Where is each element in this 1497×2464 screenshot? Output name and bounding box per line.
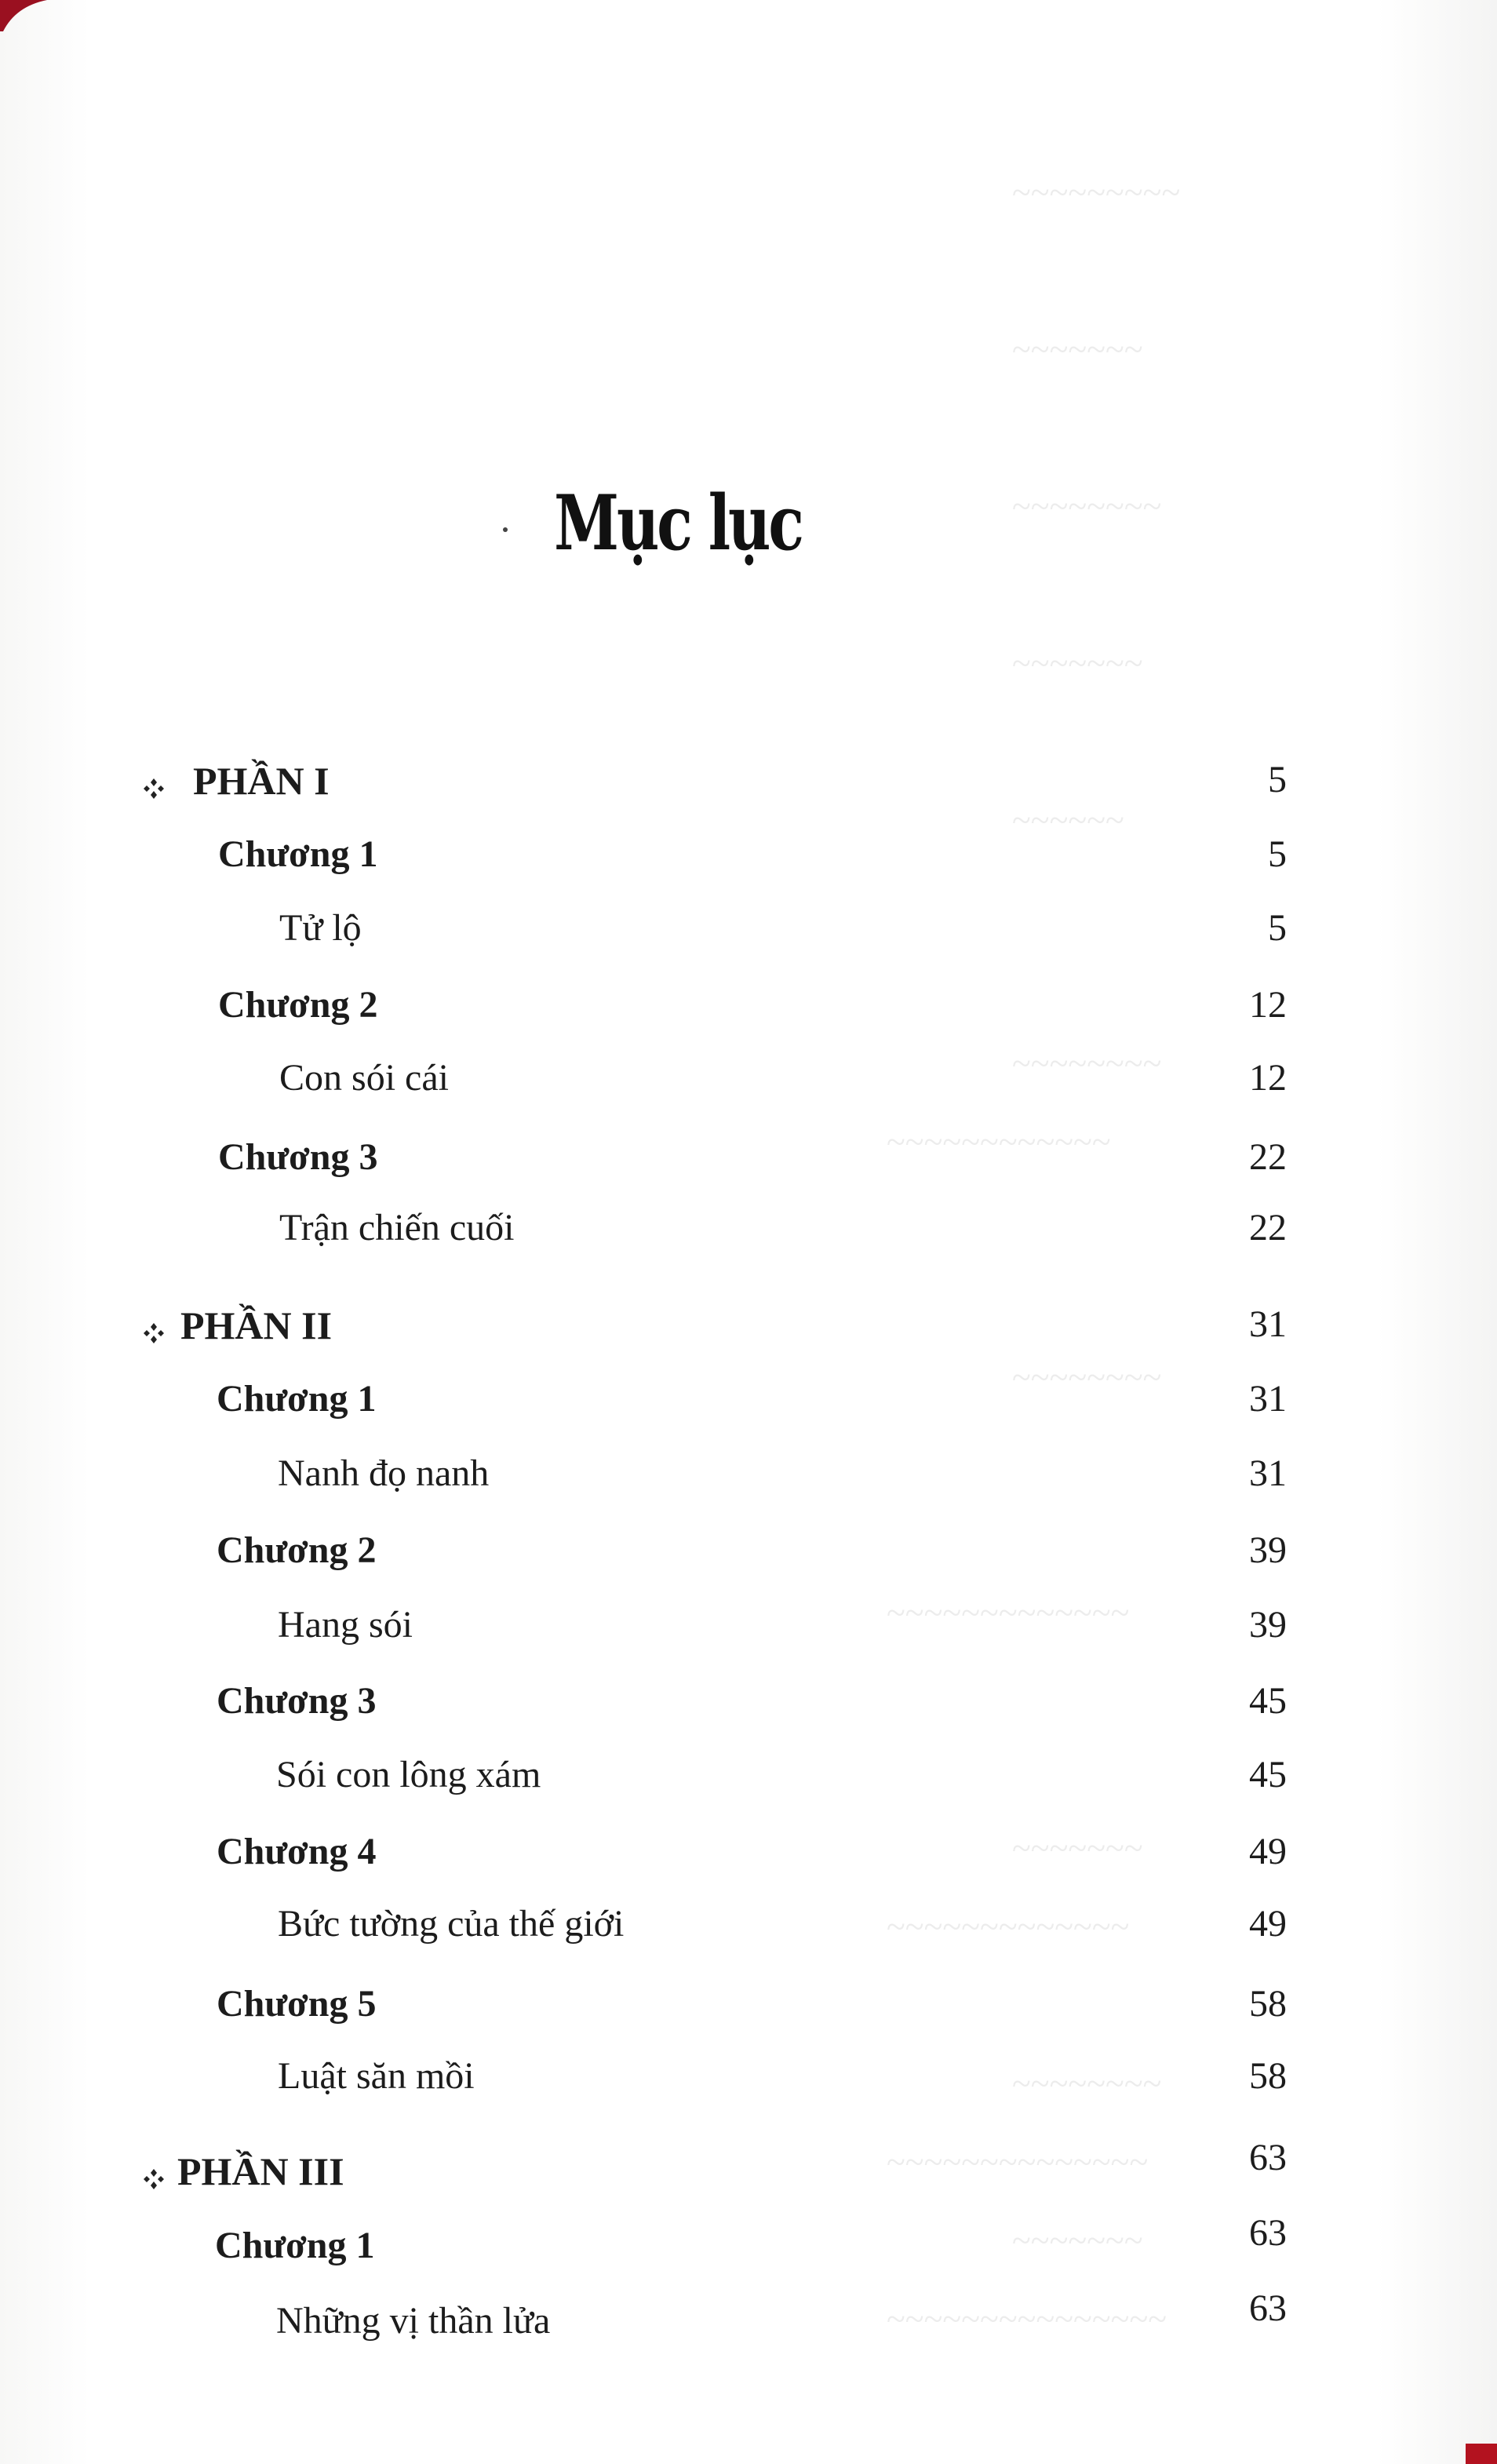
toc-chapter-title: Chương 1 [218,833,378,875]
toc-section-title: Sói con lông xám [276,1754,541,1795]
toc-page-number: 5 [1268,907,1287,949]
toc-page-number: 22 [1249,1207,1287,1248]
toc-section-row [0,1206,1497,1261]
toc-chapter-row [0,1135,1497,1190]
toc-part-row [0,758,1497,813]
toc-part-title: PHẦN I [193,759,330,803]
diamond-bullet-icon [142,1321,166,1345]
toc-section-row [0,1452,1497,1507]
toc-chapter-title: Chương 5 [217,1983,377,2025]
toc-page-number: 58 [1249,1983,1287,2025]
toc-chapter-row [0,1529,1497,1584]
toc-page-number: 63 [1249,2287,1287,2329]
page-title: Mục lục [554,479,802,567]
toc-page-number: 45 [1249,1680,1287,1722]
toc-chapter-title: Chương 2 [218,984,378,1026]
toc-section-row [0,1603,1497,1658]
toc-section-title: Trận chiến cuối [279,1207,515,1248]
toc-chapter-title: Chương 1 [215,2225,375,2266]
toc-section-title: Con sói cái [279,1057,449,1099]
toc-chapter-title: Chương 3 [217,1680,377,1722]
toc-chapter-row [0,983,1497,1038]
corner-decoration-icon [0,0,55,55]
toc-part-row [0,2137,1497,2203]
toc-page-number: 31 [1249,1453,1287,1494]
toc-chapter-row [0,1377,1497,1432]
toc-section-row [0,1056,1497,1111]
toc-page-number: 31 [1249,1378,1287,1420]
toc-page-number: 63 [1249,2137,1287,2178]
toc-chapter-row [0,1830,1497,1885]
toc-chapter-title: Chương 1 [217,1378,377,1420]
toc-chapter-title: Chương 2 [217,1529,377,1571]
toc-page-number: 39 [1249,1604,1287,1646]
toc-page-number: 39 [1249,1529,1287,1571]
diamond-bullet-icon [142,2167,166,2191]
toc-part-title: PHẦN III [177,2149,344,2193]
toc-chapter-title: Chương 4 [217,1831,377,1872]
toc-page-number: 45 [1249,1754,1287,1795]
toc-page-number: 31 [1249,1303,1287,1345]
toc-page-number: 5 [1268,759,1287,800]
book-page: ~~~~~~~~~ ~~~~~~~ ~~~~~~~~ ~~~~~~~ ~~~~~~ ~~~~~~~~ ~~~~~~~~~~~~ ~~~~~~~~ ~~~~~~~~~~~~~ ~~~~~~~ ~~~~~~~~~~~~~ ~~~~~~~~ ~~~~~~~~~~~~~~ ~~~~~~~ ~~~~~~~~~~~~~~~ Mục lục PHẦN I 5 Chương 1 5 Tử lộ 5 Chương 2 12 Con sói cái 12 Chương 3 22 Trận chiến cuối 22 PHẦN II 31 Chương 1 31 Nanh đọ nanh 31 Chương 2 39 Hang sói 39 Chương 3 45 Sói con lông xám 45 Chương 4 49 Bức tường của thế giới 49 Chương 5 58 Luật săn mồi 58 PHẦN III 63 Chương 1 63 Những vị thần lửa 63 [0,0,1497,2464]
toc-page-number: 49 [1249,1903,1287,1945]
toc-section-title: Luật săn mồi [278,2055,475,2097]
toc-chapter-row [0,1982,1497,2037]
toc-section-row [0,2054,1497,2109]
toc-section-row [0,906,1497,961]
toc-page-number: 49 [1249,1831,1287,1872]
toc-section-title: Tử lộ [279,907,362,949]
toc-section-row [0,1753,1497,1808]
toc-chapter-row [0,2212,1497,2279]
toc-page-number: 58 [1249,2055,1287,2097]
toc-section-title: Nanh đọ nanh [278,1453,490,1494]
toc-chapter-row [0,833,1497,888]
toc-section-title: Những vị thần lửa [276,2300,551,2342]
diamond-bullet-icon [142,777,166,800]
toc-section-row [0,2287,1497,2354]
toc-page-number: 5 [1268,833,1287,875]
toc-page-number: 22 [1249,1136,1287,1178]
toc-chapter-row [0,1679,1497,1734]
toc-section-row [0,1902,1497,1957]
page-edge-mark [1466,2444,1497,2464]
toc-part-title: PHẦN II [180,1303,333,1347]
toc-page-number: 63 [1249,2212,1287,2254]
toc-part-row [0,1303,1497,1358]
toc-section-title: Bức tường của thế giới [278,1903,625,1945]
toc-section-title: Hang sói [278,1604,413,1646]
toc-chapter-title: Chương 3 [218,1136,378,1178]
toc-page-number: 12 [1249,1057,1287,1099]
toc-page-number: 12 [1249,984,1287,1026]
